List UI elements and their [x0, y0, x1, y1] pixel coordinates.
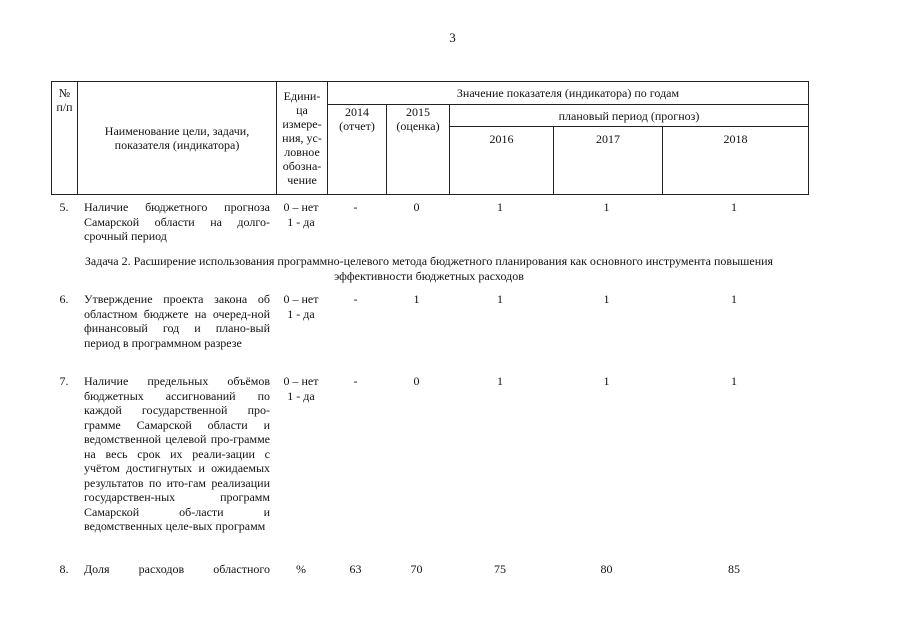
indicator-unit: % — [296, 562, 306, 576]
header-year-2014: 2014 (отчет) — [328, 105, 387, 195]
value-2016: 75 — [494, 562, 506, 576]
value-2015: 70 — [410, 562, 423, 576]
indicator-name: Утверждение проекта закона об областном бюджете на очеред-ной финансовый год и плано-вый период в программном разрезе — [84, 292, 270, 350]
value-2014: - — [353, 374, 358, 388]
value-2018: 1 — [731, 200, 737, 214]
header-num: № п/п — [52, 82, 78, 195]
value-2014: - — [353, 292, 358, 306]
value-2018: 1 — [731, 374, 737, 388]
indicator-unit: 0 – нет 1 - да — [283, 374, 319, 403]
value-2017: 1 — [603, 374, 610, 388]
row-number: 8. — [59, 562, 69, 576]
header-plan-period: плановый период (прогноз) — [450, 105, 809, 127]
value-2016: 1 — [497, 292, 503, 306]
value-2015: 0 — [413, 200, 420, 214]
header-name: Наименование цели, задачи, показателя (индикатора) — [78, 82, 277, 195]
header-year-2015: 2015 (оценка) — [387, 105, 450, 195]
header-year-2017: 2017 — [554, 127, 663, 195]
task-2-heading: Задача 2. Расширение использования программно-целевого метода бюджетного планирования как основного инструмента повышения эффективности бюджетных расходов — [84, 254, 774, 283]
row-number: 5. — [59, 200, 69, 214]
value-2017: 1 — [603, 200, 610, 214]
value-2018: 85 — [728, 562, 740, 576]
indicator-name: Наличие предельных объёмов бюджетных ассигнований по каждой государственной про-грамме Самарской области и ведомственной целевой про-грамме на весь срок их реали-зации с учётом достигнутых и ожидаемых результатов по ито-гам реализации государствен-ных программ Самарской об-ласти и ведомственных целе-вых программ — [84, 374, 270, 533]
header-unit: Едини- ца измере- ния, ус- ловное обозна- чение — [277, 82, 328, 195]
indicator-unit: 0 – нет 1 - да — [283, 200, 319, 229]
value-2017: 80 — [600, 562, 613, 576]
indicator-name: Наличие бюджетного прогноза Самарской области на долго-срочный период — [84, 200, 270, 243]
indicator-unit: 0 – нет 1 - да — [283, 292, 319, 321]
value-2018: 1 — [731, 292, 737, 306]
value-2015: 1 — [413, 292, 420, 306]
page-number: 3 — [449, 30, 456, 45]
value-2015: 0 — [413, 374, 420, 388]
header-year-2018: 2018 — [663, 127, 809, 195]
header-values-title: Значение показателя (индикатора) по годам — [328, 82, 809, 105]
header-year-2016: 2016 — [450, 127, 554, 195]
indicator-name: Доля расходов областного — [84, 562, 270, 576]
indicator-table-header — [51, 81, 809, 195]
value-2014: 63 — [349, 562, 362, 576]
value-2016: 1 — [497, 200, 503, 214]
value-2014: - — [353, 200, 358, 214]
row-number: 7. — [59, 374, 69, 388]
value-2017: 1 — [603, 292, 610, 306]
value-2016: 1 — [497, 374, 503, 388]
row-number: 6. — [59, 292, 69, 306]
